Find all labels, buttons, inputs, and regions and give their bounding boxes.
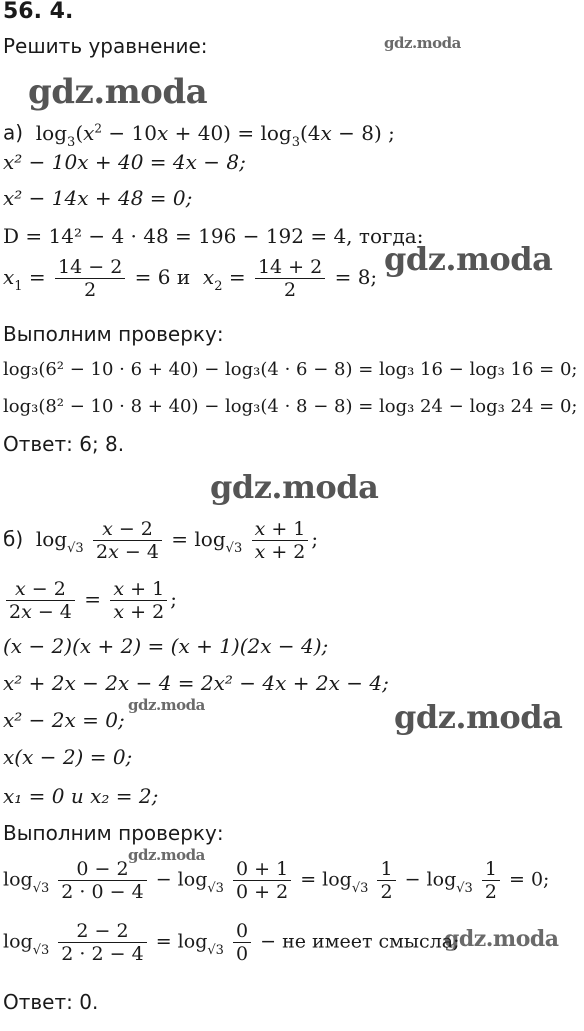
equation-a-text: $\log_3(x^2 - 10x + 40) = \log_3(4x - 8)$ ;: [29, 120, 395, 150]
roots-line: $x_1$ = $\frac{14 - 2}{2}$ = 6 и $x_2$ = $\frac{14 + 2}{2}$ = 8;: [3, 256, 378, 301]
part-a-label: а): [3, 120, 24, 145]
step-line: (x − 2)(x + 2) = (x + 1)(2x − 4);: [3, 634, 329, 658]
step-line: x² − 2x = 0;: [3, 708, 125, 732]
check-line-b1: $\log_{√3}$ $\frac{0 - 2}{2 \cdot 0 - 4}$ − $\log_{√3}$ $\frac{0 + 1}{0 + 2}$ = $\log_{√3}$ $\frac{1}{2}$ − $\log_{√3}$ $\frac{1}{2}$ = 0;: [3, 858, 550, 903]
fraction: $\frac{0 + 1}{0 + 2}$: [233, 858, 291, 903]
fraction: $\frac{x - 2}{2x - 4}$: [6, 578, 75, 623]
equation-a: [3, 116, 395, 149]
fraction: $\frac{0}{0}$: [233, 920, 251, 965]
watermark: gdz.moda: [394, 698, 563, 736]
watermark: gdz.moda: [28, 72, 208, 112]
fraction: $\frac{14 - 2}{2}$: [55, 256, 125, 301]
check-line: log₃(6² − 10 · 6 + 40) − log₃(4 · 6 − 8) = log₃ 16 − log₃ 16 = 0;: [3, 359, 578, 380]
fraction: $\frac{14 + 2}{2}$: [255, 256, 325, 301]
fraction: $\frac{0 - 2}{2 \cdot 0 - 4}$: [58, 858, 146, 903]
root-1-value: = 6 и: [134, 265, 191, 289]
problem-number: 56. 4.: [3, 0, 74, 24]
part-b-label: б): [3, 527, 24, 551]
watermark: gdz.moda: [210, 468, 379, 506]
fraction: $\frac{2 - 2}{2 \cdot 2 - 4}$: [58, 920, 146, 965]
watermark: gdz.moda: [384, 240, 553, 278]
no-sense-text: − не имеет смысла;: [260, 930, 460, 953]
step-line: x² − 10x + 40 = 4x − 8;: [3, 150, 246, 174]
check-line: log₃(8² − 10 · 8 + 40) − log₃(4 · 8 − 8) = log₃ 24 − log₃ 24 = 0;: [3, 396, 578, 417]
watermark: gdz.moda: [128, 846, 205, 864]
fraction: $\frac{x + 1}{x + 2}$: [252, 518, 309, 563]
check-line-b2: $\log_{√3}$ $\frac{2 - 2}{2 \cdot 2 - 4}$ = $\log_{√3}$ $\frac{0}{0}$ − не имеет смысла;: [3, 920, 460, 965]
equation-b: б) $\log_{√3}$ $\frac{x - 2}{2x - 4}$ = $\log_{√3}$ $\frac{x + 1}{x + 2}$ ;: [3, 518, 319, 563]
check-label: Выполним проверку:: [3, 821, 224, 845]
step-line: x² + 2x − 2x − 4 = 2x² − 4x + 2x − 4;: [3, 671, 389, 695]
answer-a: Ответ: 6; 8.: [3, 432, 125, 456]
fraction: $\frac{x - 2}{2x - 4}$: [93, 518, 162, 563]
roots-line-b: x₁ = 0 и x₂ = 2;: [3, 784, 159, 808]
discriminant-line: D = 14² − 4 · 48 = 196 − 192 = 4, тогда:: [3, 224, 424, 248]
step-line: x(x − 2) = 0;: [3, 745, 133, 769]
problem-prompt: Решить уравнение:: [3, 34, 208, 58]
step-line: x² − 14x + 48 = 0;: [3, 186, 193, 210]
fraction: $\frac{1}{2}$: [377, 858, 395, 903]
fraction: $\frac{1}{2}$: [482, 858, 500, 903]
watermark: gdz.moda: [444, 926, 559, 952]
fraction: $\frac{x + 1}{x + 2}$: [110, 578, 167, 623]
root-2-value: = 8;: [334, 265, 378, 289]
answer-b: Ответ: 0.: [3, 990, 99, 1014]
equation-b-step: $\frac{x - 2}{2x - 4}$ = $\frac{x + 1}{x + 2}$ ;: [3, 578, 177, 623]
watermark: gdz.moda: [384, 34, 461, 52]
watermark: gdz.moda: [128, 696, 205, 714]
check-label: Выполним проверку:: [3, 322, 224, 346]
